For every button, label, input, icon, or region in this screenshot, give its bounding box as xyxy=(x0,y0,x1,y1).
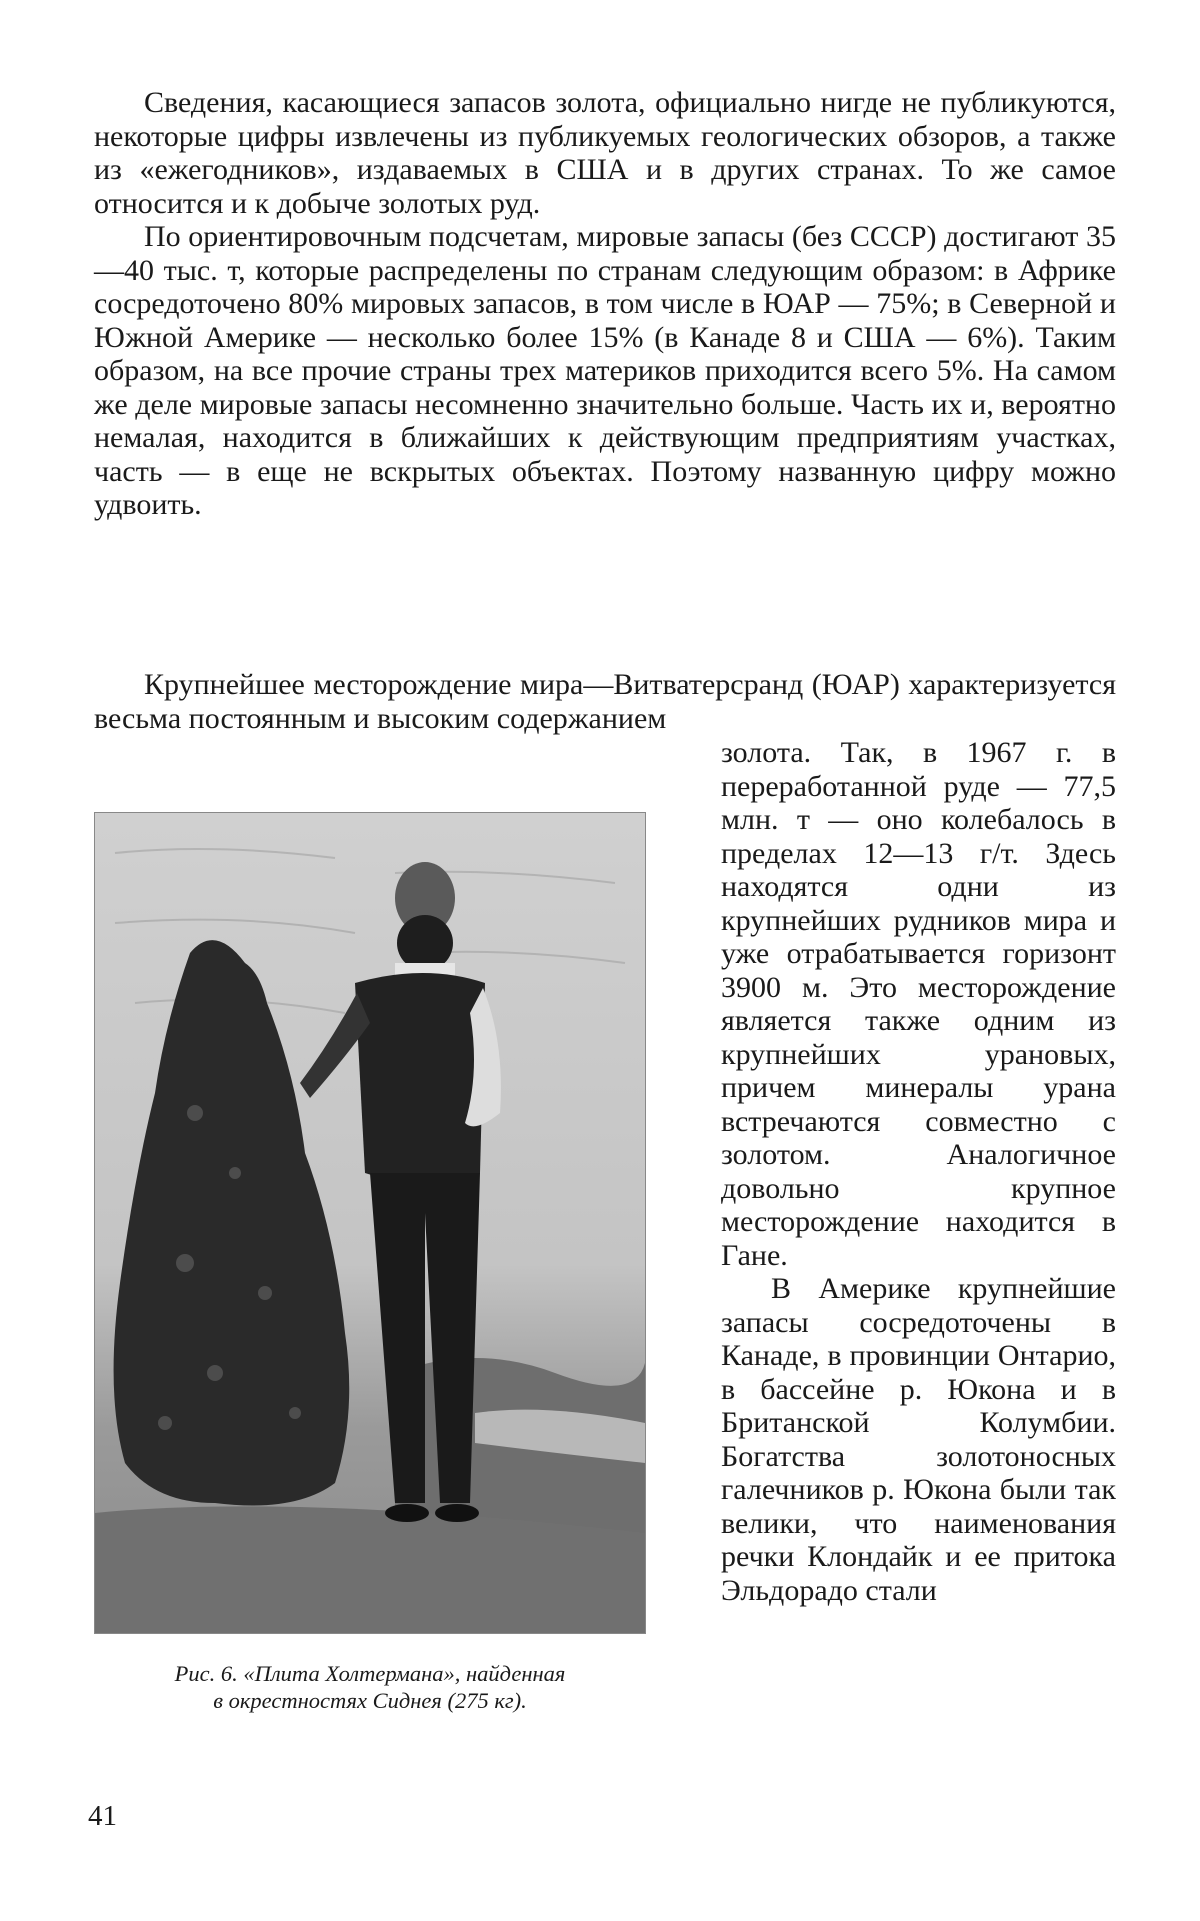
paragraph-1: Сведения, касающиеся запасов золота, официально нигде не публикуются, некоторые цифры извлечены из публикуемых геологических обзоров, а также из «ежегодников», издаваемых в США и в других странах. То же самое относится и к добыче золотых руд. xyxy=(94,86,1116,220)
figure-caption xyxy=(90,1660,650,1714)
paragraph-3-continued: золота. Так, в 1967 г. в переработанной руде — 77,5 млн. т — оно колебалось в пределах 12—13 г/т. Здесь находятся одни из крупнейших рудников мира и уже отрабатывается горизонт 3900 м. Это месторождение является также одним из крупнейших урановых, причем минералы урана встречаются совместно с золотом. Аналогичное довольно крупное месторождение находится в Гане. xyxy=(721,736,1116,1272)
body-text-intro xyxy=(94,668,1116,735)
photo-illustration xyxy=(95,813,645,1633)
caption-line-2: в окрестностях Сиднея (275 кг). xyxy=(213,1688,527,1713)
body-text-top xyxy=(94,86,1116,522)
figure-photo xyxy=(94,812,646,1634)
paragraph-2: По ориентировочным подсчетам, мировые запасы (без СССР) достигают 35—40 тыс. т, которые распределены по странам следующим образом: в Африке сосредоточено 80% мировых запасов, в том числе в ЮАР — 75%; в Северной и Южной Америке — несколько более 15% (в Канаде 8 и США — 6%). Таким образом, на все прочие страны трех материков приходится всего 5%. На самом же деле мировые запасы несомненно значительно больше. Часть их и, вероятно немалая, находится в ближайших к действующим предприятиям участках, часть — в еще не вскрытых объектах. Поэтому названную цифру можно удвоить. xyxy=(94,220,1116,521)
page-number: 41 xyxy=(88,1800,117,1832)
right-column-text xyxy=(721,736,1116,1607)
paragraph-4: В Америке крупнейшие запасы сосредоточены в Канаде, в провинции Онтарио, в бассейне р. Юкона и в Британской Колумбии. Богатства золотоносных галечников р. Юкона были так велики, что наименования речки Клондайк и ее притока Эльдорадо стали xyxy=(721,1272,1116,1607)
caption-line-1: Рис. 6. «Плита Холтермана», найденная xyxy=(174,1661,566,1686)
paragraph-3-start: Крупнейшее месторождение мира—Витватерсранд (ЮАР) характеризуется весьма постоянным и высоким содержанием xyxy=(94,668,1116,735)
